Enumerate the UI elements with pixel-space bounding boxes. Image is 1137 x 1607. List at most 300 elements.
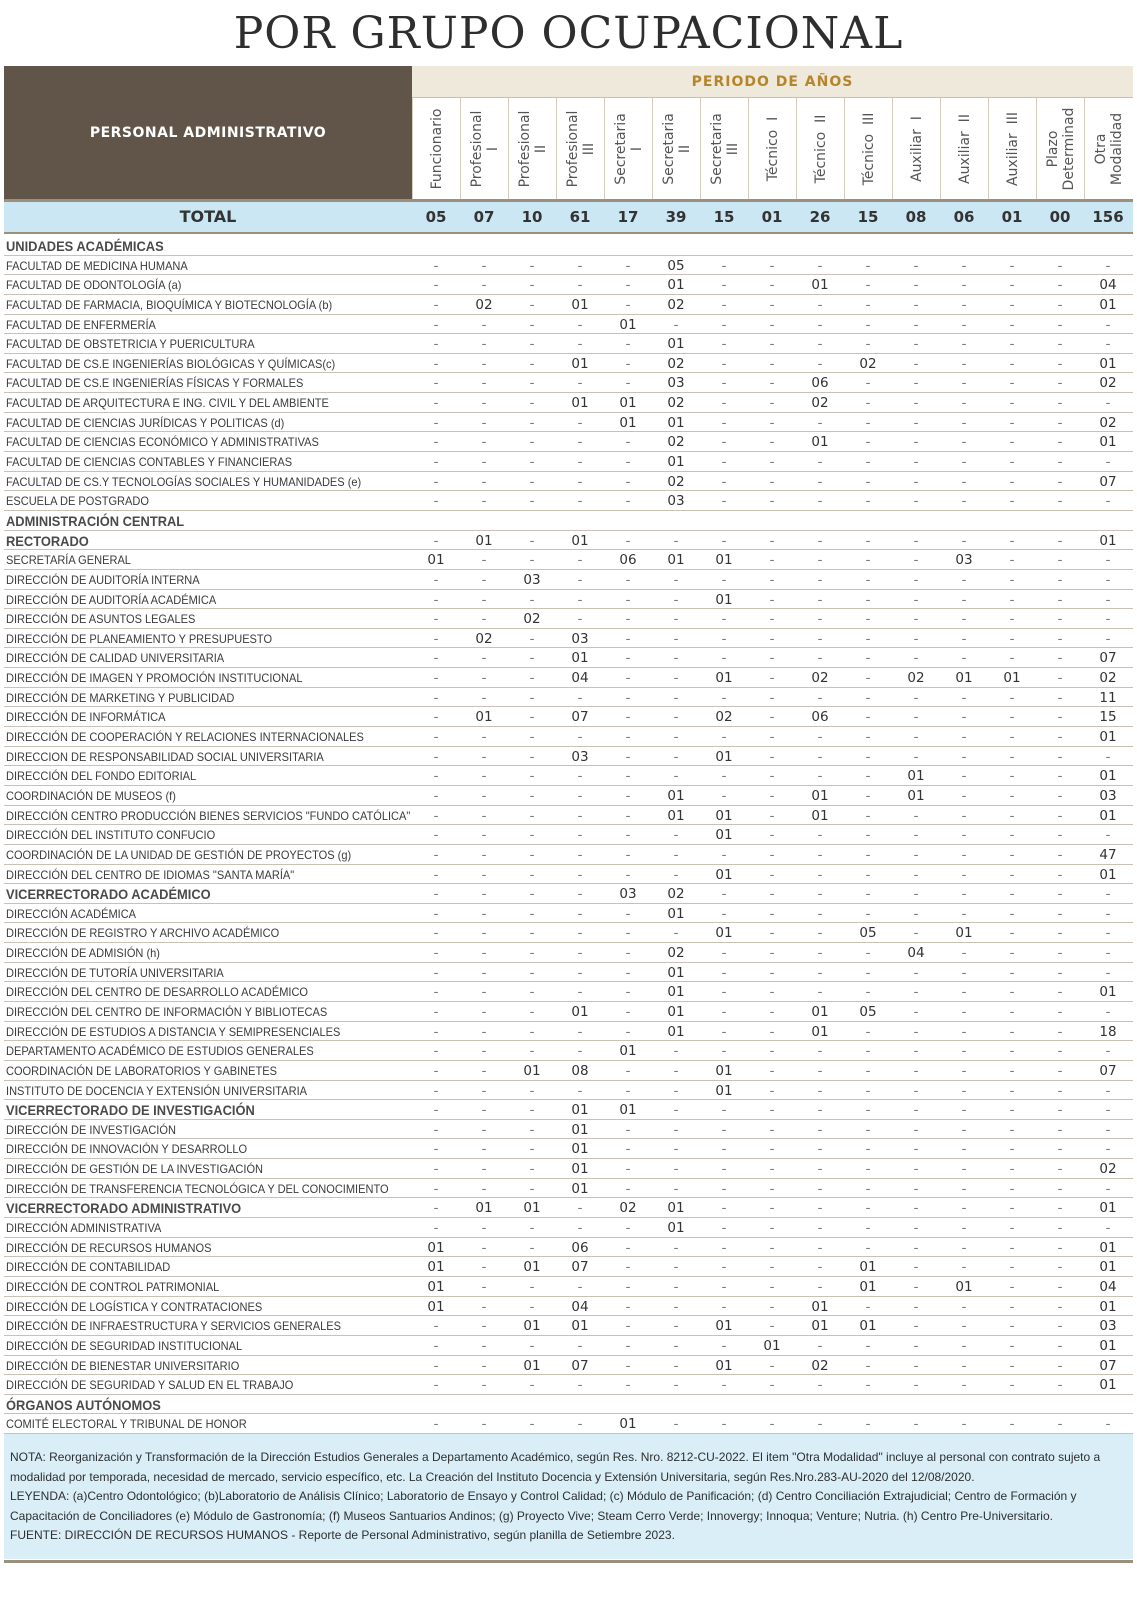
table-cell: - bbox=[673, 650, 679, 667]
table-cell: - bbox=[1057, 866, 1063, 883]
table-cell: - bbox=[625, 670, 631, 687]
table-cell: - bbox=[529, 1416, 535, 1433]
table-cell: - bbox=[1009, 1377, 1015, 1394]
table-cell: - bbox=[817, 729, 823, 746]
table-cell: - bbox=[577, 336, 583, 353]
table-cell: 01 bbox=[1099, 729, 1117, 746]
table-cell: - bbox=[481, 945, 487, 962]
table-cell: - bbox=[1057, 1220, 1063, 1237]
table-cell: - bbox=[481, 1220, 487, 1237]
table-cell: - bbox=[625, 1318, 631, 1335]
table-cell: - bbox=[577, 1220, 583, 1237]
section-row bbox=[4, 531, 1133, 551]
table-cell: - bbox=[817, 1062, 823, 1079]
table-body bbox=[4, 236, 1133, 1454]
column-header bbox=[796, 98, 844, 200]
table-cell: - bbox=[673, 689, 679, 706]
table-cell: - bbox=[433, 1200, 439, 1217]
table-cell: - bbox=[913, 1102, 919, 1119]
table-cell: - bbox=[625, 257, 631, 274]
table-cell: - bbox=[721, 375, 727, 392]
table-cell: - bbox=[865, 827, 871, 844]
table-cell: - bbox=[769, 964, 775, 981]
table-cell: - bbox=[1057, 395, 1063, 412]
table-cell: 01 bbox=[571, 1121, 589, 1138]
table-cell: 01 bbox=[475, 709, 493, 726]
table-cell: - bbox=[433, 807, 439, 824]
table-cell: - bbox=[961, 1180, 967, 1197]
table-cell: - bbox=[865, 473, 871, 490]
table-cell: - bbox=[961, 1377, 967, 1394]
table-cell: - bbox=[1009, 1161, 1015, 1178]
table-cell: - bbox=[1057, 905, 1063, 922]
table-cell: - bbox=[865, 630, 871, 647]
column-header-label: Otra Modalidad bbox=[1092, 112, 1125, 186]
table-cell: - bbox=[865, 591, 871, 608]
table-cell: 03 bbox=[523, 571, 541, 588]
table-cell: - bbox=[673, 670, 679, 687]
table-cell: - bbox=[673, 571, 679, 588]
column-header-label: Secretaria I bbox=[612, 113, 645, 185]
table-cell: - bbox=[1009, 650, 1015, 667]
section-label: ADMINISTRACIÓN CENTRAL bbox=[6, 512, 185, 529]
column-header-label: Secretaria III bbox=[708, 113, 741, 185]
table-cell: - bbox=[865, 1416, 871, 1433]
total-cell: 07 bbox=[473, 208, 495, 226]
table-cell: 01 bbox=[667, 1003, 685, 1020]
column-header bbox=[556, 98, 604, 200]
column-header-label: Plazo Determinad bbox=[1044, 107, 1077, 191]
row-label: DIRECCIÓN DEL INSTITUTO CONFUCIO bbox=[6, 828, 216, 843]
table-cell: - bbox=[961, 257, 967, 274]
column-header bbox=[652, 98, 700, 200]
row-label: DIRECCIÓN CENTRO PRODUCCIÓN BIENES SERVICIOS "FUNDO CATÓLICA" bbox=[6, 808, 411, 823]
table-cell: - bbox=[625, 571, 631, 588]
table-cell: - bbox=[433, 1220, 439, 1237]
table-cell: - bbox=[625, 375, 631, 392]
table-cell: 01 bbox=[715, 591, 733, 608]
table-row bbox=[4, 1139, 1133, 1159]
table-cell: - bbox=[529, 1121, 535, 1138]
table-cell: - bbox=[865, 1337, 871, 1354]
table-cell: 01 bbox=[859, 1278, 877, 1295]
table-cell: - bbox=[913, 846, 919, 863]
table-cell: - bbox=[625, 827, 631, 844]
table-cell: 01 bbox=[1003, 670, 1021, 687]
table-cell: - bbox=[673, 532, 679, 549]
table-cell: 01 bbox=[667, 552, 685, 569]
section-row bbox=[4, 236, 1133, 256]
table-row bbox=[4, 1081, 1133, 1101]
table-cell: - bbox=[769, 846, 775, 863]
table-cell: - bbox=[769, 748, 775, 765]
table-cell: - bbox=[433, 414, 439, 431]
table-cell: - bbox=[865, 1298, 871, 1315]
table-cell: - bbox=[1009, 316, 1015, 333]
table-cell: - bbox=[433, 1003, 439, 1020]
table-cell: - bbox=[913, 375, 919, 392]
table-cell: - bbox=[961, 886, 967, 903]
table-row bbox=[4, 1061, 1133, 1081]
table-cell: - bbox=[529, 316, 535, 333]
row-label: FACULTAD DE CIENCIAS CONTABLES Y FINANCIERAS bbox=[6, 455, 293, 470]
column-header bbox=[508, 98, 556, 200]
table-cell: - bbox=[529, 434, 535, 451]
table-cell: - bbox=[529, 454, 535, 471]
table-cell: - bbox=[577, 257, 583, 274]
table-cell: - bbox=[1105, 886, 1111, 903]
table-cell: - bbox=[1105, 964, 1111, 981]
table-cell: - bbox=[1009, 827, 1015, 844]
table-cell: - bbox=[1009, 1102, 1015, 1119]
table-cell: 02 bbox=[475, 630, 493, 647]
table-cell: - bbox=[769, 729, 775, 746]
column-header-label: Auxiliar III bbox=[1004, 111, 1021, 187]
column-header bbox=[604, 98, 652, 200]
table-cell: 18 bbox=[1099, 1023, 1117, 1040]
table-cell: - bbox=[769, 355, 775, 372]
table-cell: - bbox=[625, 336, 631, 353]
table-cell: - bbox=[1009, 807, 1015, 824]
table-row bbox=[4, 1120, 1133, 1140]
table-cell: - bbox=[721, 1023, 727, 1040]
table-cell: - bbox=[433, 630, 439, 647]
row-label: DIRECCIÓN DE CONTROL PATRIMONIAL bbox=[6, 1279, 220, 1294]
table-row bbox=[4, 865, 1133, 885]
table-cell: 05 bbox=[859, 925, 877, 942]
column-header bbox=[1084, 98, 1132, 200]
table-cell: 02 bbox=[523, 611, 541, 628]
table-cell: - bbox=[1057, 1043, 1063, 1060]
section-label: VICERRECTORADO DE INVESTIGACIÓN bbox=[6, 1102, 255, 1119]
table-cell: - bbox=[1105, 1102, 1111, 1119]
table-cell: - bbox=[913, 336, 919, 353]
table-cell: - bbox=[1105, 630, 1111, 647]
table-cell: 01 bbox=[523, 1259, 541, 1276]
table-row bbox=[4, 707, 1133, 727]
table-cell: 11 bbox=[1099, 689, 1117, 706]
row-label: DIRECCIÓN DE IMAGEN Y PROMOCIÓN INSTITUCIONAL bbox=[6, 671, 303, 686]
table-cell: - bbox=[577, 434, 583, 451]
table-cell: - bbox=[865, 1357, 871, 1374]
table-cell: - bbox=[865, 1161, 871, 1178]
table-cell: - bbox=[865, 395, 871, 412]
table-cell: - bbox=[673, 1278, 679, 1295]
table-cell: 01 bbox=[1099, 1239, 1117, 1256]
row-label: INSTITUTO DE DOCENCIA Y EXTENSIÓN UNIVERSITARIA bbox=[6, 1083, 307, 1098]
table-cell: - bbox=[577, 925, 583, 942]
table-row bbox=[4, 1179, 1133, 1199]
table-cell: - bbox=[625, 1259, 631, 1276]
table-cell: 01 bbox=[427, 1259, 445, 1276]
column-header-label: Auxiliar II bbox=[956, 114, 973, 184]
table-cell: - bbox=[913, 1377, 919, 1394]
table-cell: - bbox=[577, 473, 583, 490]
total-cell: 08 bbox=[905, 208, 927, 226]
table-cell: - bbox=[1057, 1023, 1063, 1040]
table-cell: - bbox=[1057, 945, 1063, 962]
column-header bbox=[700, 98, 748, 200]
table-row bbox=[4, 904, 1133, 924]
table-cell: - bbox=[529, 984, 535, 1001]
column-header bbox=[1036, 98, 1084, 200]
table-cell: - bbox=[769, 1043, 775, 1060]
table-cell: - bbox=[913, 454, 919, 471]
table-cell: - bbox=[721, 1180, 727, 1197]
table-cell: - bbox=[577, 729, 583, 746]
table-cell: - bbox=[961, 296, 967, 313]
table-cell: - bbox=[1105, 1141, 1111, 1158]
table-cell: - bbox=[1105, 257, 1111, 274]
table-cell: - bbox=[1057, 1239, 1063, 1256]
table-cell: - bbox=[721, 886, 727, 903]
table-cell: - bbox=[529, 1161, 535, 1178]
table-cell: 02 bbox=[1099, 375, 1117, 392]
table-cell: - bbox=[961, 316, 967, 333]
table-cell: - bbox=[721, 414, 727, 431]
table-cell: - bbox=[961, 1259, 967, 1276]
table-cell: - bbox=[769, 670, 775, 687]
table-cell: - bbox=[1057, 296, 1063, 313]
table-cell: - bbox=[529, 1220, 535, 1237]
table-cell: - bbox=[913, 532, 919, 549]
table-cell: 01 bbox=[811, 1003, 829, 1020]
table-cell: - bbox=[1009, 1259, 1015, 1276]
table-cell: - bbox=[673, 1062, 679, 1079]
table-cell: - bbox=[1057, 1121, 1063, 1138]
table-cell: - bbox=[433, 336, 439, 353]
table-cell: - bbox=[961, 787, 967, 804]
table-cell: - bbox=[817, 296, 823, 313]
table-cell: - bbox=[817, 316, 823, 333]
total-cell: 15 bbox=[713, 208, 735, 226]
table-cell: 02 bbox=[667, 473, 685, 490]
table-row bbox=[4, 275, 1133, 295]
table-cell: 01 bbox=[619, 395, 637, 412]
table-cell: - bbox=[1009, 434, 1015, 451]
row-label: FACULTAD DE CS.E INGENIERÍAS FÍSICAS Y FORMALES bbox=[6, 376, 304, 391]
section-row bbox=[4, 1198, 1133, 1218]
table-cell: - bbox=[817, 355, 823, 372]
table-cell: 01 bbox=[571, 532, 589, 549]
table-cell: - bbox=[769, 1200, 775, 1217]
table-cell: - bbox=[529, 1337, 535, 1354]
table-cell: - bbox=[817, 473, 823, 490]
table-cell: - bbox=[625, 1337, 631, 1354]
table-cell: 01 bbox=[955, 1278, 973, 1295]
table-cell: - bbox=[577, 611, 583, 628]
table-row bbox=[4, 1356, 1133, 1376]
table-cell: - bbox=[721, 1239, 727, 1256]
table-cell: - bbox=[529, 650, 535, 667]
table-cell: - bbox=[1009, 375, 1015, 392]
table-cell: - bbox=[913, 591, 919, 608]
table-cell: 01 bbox=[571, 1180, 589, 1197]
table-cell: - bbox=[721, 1259, 727, 1276]
table-cell: 01 bbox=[571, 1318, 589, 1335]
table-cell: - bbox=[721, 945, 727, 962]
table-cell: - bbox=[481, 886, 487, 903]
row-label: DIRECCIÓN DE LOGÍSTICA Y CONTRATACIONES bbox=[6, 1299, 263, 1314]
table-cell: 01 bbox=[619, 1416, 637, 1433]
table-cell: 03 bbox=[1099, 1318, 1117, 1335]
table-cell: - bbox=[913, 434, 919, 451]
table-cell: - bbox=[433, 1377, 439, 1394]
table-cell: - bbox=[1009, 1239, 1015, 1256]
table-cell: - bbox=[961, 709, 967, 726]
table-cell: - bbox=[529, 355, 535, 372]
row-label: DIRECCIÓN ACADÉMICA bbox=[6, 906, 137, 921]
table-row bbox=[4, 688, 1133, 708]
table-cell: - bbox=[529, 257, 535, 274]
row-label: DIRECCIÓN DE SEGURIDAD INSTITUCIONAL bbox=[6, 1338, 243, 1353]
table-cell: - bbox=[577, 1377, 583, 1394]
table-cell: - bbox=[625, 1141, 631, 1158]
table-cell: - bbox=[481, 807, 487, 824]
table-row bbox=[4, 668, 1133, 688]
section-row bbox=[4, 1395, 1133, 1415]
table-cell: - bbox=[433, 846, 439, 863]
table-cell: - bbox=[769, 316, 775, 333]
table-cell: - bbox=[433, 1141, 439, 1158]
column-header-label: Profesional II bbox=[516, 110, 549, 188]
table-cell: 03 bbox=[571, 630, 589, 647]
table-cell: 05 bbox=[859, 1003, 877, 1020]
table-cell: - bbox=[1057, 689, 1063, 706]
table-cell: - bbox=[1009, 336, 1015, 353]
table-row bbox=[4, 354, 1133, 374]
table-cell: - bbox=[817, 1180, 823, 1197]
table-cell: - bbox=[481, 336, 487, 353]
total-cell: 15 bbox=[857, 208, 879, 226]
table-cell: - bbox=[865, 375, 871, 392]
table-cell: - bbox=[1009, 1180, 1015, 1197]
total-cell: 61 bbox=[569, 208, 591, 226]
table-cell: - bbox=[865, 1043, 871, 1060]
table-cell: - bbox=[1057, 787, 1063, 804]
table-cell: - bbox=[577, 571, 583, 588]
table-cell: - bbox=[769, 945, 775, 962]
table-cell: - bbox=[865, 552, 871, 569]
table-row bbox=[4, 1041, 1133, 1061]
table-cell: - bbox=[817, 846, 823, 863]
table-row bbox=[4, 1375, 1133, 1395]
personal-administrativo-header: PERSONAL ADMINISTRATIVO bbox=[89, 125, 327, 141]
table-cell: - bbox=[529, 1377, 535, 1394]
table-cell: 01 bbox=[427, 1239, 445, 1256]
table-cell: 01 bbox=[667, 454, 685, 471]
table-cell: - bbox=[481, 1377, 487, 1394]
table-cell: - bbox=[625, 925, 631, 942]
table-row bbox=[4, 845, 1133, 865]
table-cell: - bbox=[961, 827, 967, 844]
table-cell: 01 bbox=[1099, 1337, 1117, 1354]
table-row bbox=[4, 334, 1133, 354]
table-cell: - bbox=[1009, 1220, 1015, 1237]
table-cell: - bbox=[529, 886, 535, 903]
row-label: DIRECCIÓN DEL FONDO EDITORIAL bbox=[6, 769, 197, 784]
table-cell: - bbox=[1057, 1102, 1063, 1119]
table-cell: - bbox=[1009, 709, 1015, 726]
table-cell: - bbox=[1057, 1141, 1063, 1158]
table-cell: - bbox=[1009, 1357, 1015, 1374]
table-cell: - bbox=[1009, 925, 1015, 942]
table-cell: 01 bbox=[715, 670, 733, 687]
table-cell: - bbox=[673, 1357, 679, 1374]
table-cell: - bbox=[625, 473, 631, 490]
row-label: FACULTAD DE FARMACIA, BIOQUÍMICA Y BIOTECNOLOGÍA (b) bbox=[6, 297, 333, 312]
table-cell: - bbox=[721, 454, 727, 471]
table-cell: - bbox=[769, 336, 775, 353]
table-cell: - bbox=[865, 670, 871, 687]
table-cell: 02 bbox=[811, 670, 829, 687]
table-cell: - bbox=[817, 984, 823, 1001]
table-cell: - bbox=[433, 1082, 439, 1099]
table-cell: - bbox=[961, 1161, 967, 1178]
table-cell: - bbox=[961, 964, 967, 981]
row-label: DIRECCIÓN DE INVESTIGACIÓN bbox=[6, 1122, 176, 1137]
row-label: DIRECCIÓN DE GESTIÓN DE LA INVESTIGACIÓN bbox=[6, 1162, 264, 1177]
table-cell: - bbox=[1105, 1180, 1111, 1197]
table-cell: - bbox=[865, 1239, 871, 1256]
table-cell: - bbox=[769, 552, 775, 569]
legend-text: LEYENDA: (a)Centro Odontológico; (b)Laboratorio de Análisis Clínico; Laboratorio de Ensayo y Control Calidad; (c) Módulo de Panificación; (d) Centro Conciliación Extrajudicial; Centro de Formación y Capacitación de Conciliadores (e) Módulo de Gastronomía; (f) Museos Santuarios Andinos; (g) Proyecto Vive; Steam Cerro Verde; Innovergy; Innoqua; Venture; Nutria. (h) Centro Pre-Universitario. bbox=[10, 1489, 1077, 1523]
table-cell: - bbox=[529, 1003, 535, 1020]
table-cell: - bbox=[817, 493, 823, 510]
table-cell: - bbox=[529, 1102, 535, 1119]
table-cell: - bbox=[721, 355, 727, 372]
table-cell: - bbox=[1057, 1318, 1063, 1335]
table-cell: 01 bbox=[907, 768, 925, 785]
table-cell: - bbox=[625, 846, 631, 863]
table-cell: - bbox=[481, 670, 487, 687]
table-cell: - bbox=[1105, 591, 1111, 608]
table-cell: - bbox=[433, 768, 439, 785]
table-cell: - bbox=[577, 1200, 583, 1217]
table-row bbox=[4, 923, 1133, 943]
table-cell: - bbox=[481, 964, 487, 981]
table-cell: 01 bbox=[427, 552, 445, 569]
table-cell: - bbox=[1057, 1200, 1063, 1217]
table-row bbox=[4, 982, 1133, 1002]
table-cell: - bbox=[481, 1023, 487, 1040]
section-label: VICERRECTORADO ACADÉMICO bbox=[6, 886, 211, 903]
table-cell: - bbox=[577, 1043, 583, 1060]
row-label: DIRECCIÓN DE COOPERACIÓN Y RELACIONES INTERNACIONALES bbox=[6, 730, 364, 745]
table-cell: - bbox=[625, 807, 631, 824]
table-cell: - bbox=[481, 925, 487, 942]
table-cell: - bbox=[817, 925, 823, 942]
total-cell: 17 bbox=[617, 208, 639, 226]
table-cell: 01 bbox=[571, 395, 589, 412]
table-cell: - bbox=[1057, 454, 1063, 471]
table-cell: - bbox=[577, 768, 583, 785]
table-cell: 01 bbox=[667, 414, 685, 431]
table-cell: 01 bbox=[715, 1062, 733, 1079]
table-cell: - bbox=[961, 493, 967, 510]
table-cell: - bbox=[865, 1220, 871, 1237]
table-cell: 02 bbox=[859, 355, 877, 372]
table-cell: 01 bbox=[811, 1298, 829, 1315]
table-cell: - bbox=[625, 1082, 631, 1099]
table-cell: - bbox=[625, 964, 631, 981]
table-cell: - bbox=[433, 454, 439, 471]
table-cell: - bbox=[625, 1239, 631, 1256]
table-cell: - bbox=[673, 729, 679, 746]
table-cell: - bbox=[529, 787, 535, 804]
table-cell: - bbox=[769, 1023, 775, 1040]
table-cell: 01 bbox=[523, 1200, 541, 1217]
